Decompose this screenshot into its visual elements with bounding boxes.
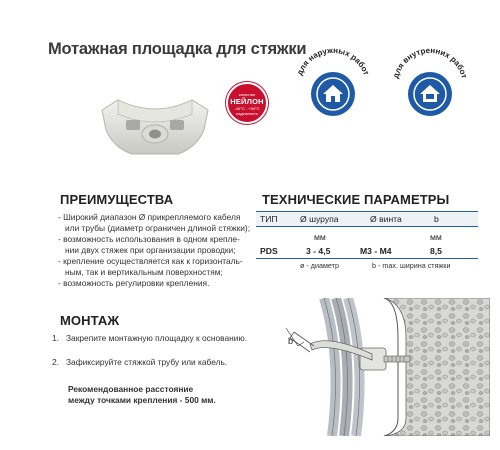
outdoor-use-icon — [290, 38, 376, 122]
list-item: ным, так и вертикальным поверхностям; — [65, 267, 223, 277]
mounting-illustration — [280, 298, 490, 436]
table-units-row: мм мм — [314, 232, 442, 242]
svg-text:для наружных работ: для наружных работ — [295, 45, 371, 77]
mount-steps — [52, 333, 282, 377]
list-item: 1. Закрепите монтажную площадку к основанию. — [52, 333, 248, 343]
svg-text:для внутренних работ: для внутренних работ — [391, 45, 469, 80]
indoor-use-icon — [387, 38, 473, 122]
col-bolt: Ø винта — [370, 214, 402, 224]
list-item: 2. Зафиксируйте стяжкой трубу или кабель. — [52, 357, 228, 367]
page-title: Мотажная площадка для стяжки — [48, 40, 307, 58]
nylon-quality-badge: качество НЕЙЛОН -40°C - +90°C надежность — [226, 82, 268, 124]
mounting-base-image — [96, 96, 214, 158]
params-heading: ТЕХНИЧЕСКИЕ ПАРАМЕТРЫ — [262, 192, 450, 207]
params-table — [256, 211, 478, 273]
list-item: или трубы (диаметр ограничен длиной стяжки); — [65, 223, 251, 233]
dimension-b-label: b — [288, 336, 294, 346]
list-item: нии двух стяжек при организации проводки; — [65, 245, 236, 255]
col-screw: Ø шурупа — [300, 214, 339, 224]
list-item: - возможность использования в одном креплe- — [58, 234, 240, 244]
mount-heading: МОНТАЖ — [60, 313, 120, 328]
recommendation-text: Рекомендованное расстояние между точками крепления - 500 мм. — [68, 384, 216, 405]
table-notes: ø - диаметр b - max. ширина стяжки — [300, 261, 451, 270]
list-item: - Широкий диапазон Ø прикрепляемого кабеля — [58, 212, 241, 222]
advantages-heading: ПРЕИМУЩЕСТВА — [60, 192, 174, 207]
col-b: b — [434, 214, 439, 224]
table-header — [256, 211, 478, 227]
advantages-list — [58, 212, 262, 289]
list-item: - возможность регулировки крепления. — [58, 278, 210, 288]
col-type: ТИП — [260, 214, 278, 224]
table-row: PDS 3 - 4,5 M3 - M4 8,5 — [256, 246, 478, 259]
list-item: - крепление осуществляется как к горизонталь- — [58, 256, 243, 266]
